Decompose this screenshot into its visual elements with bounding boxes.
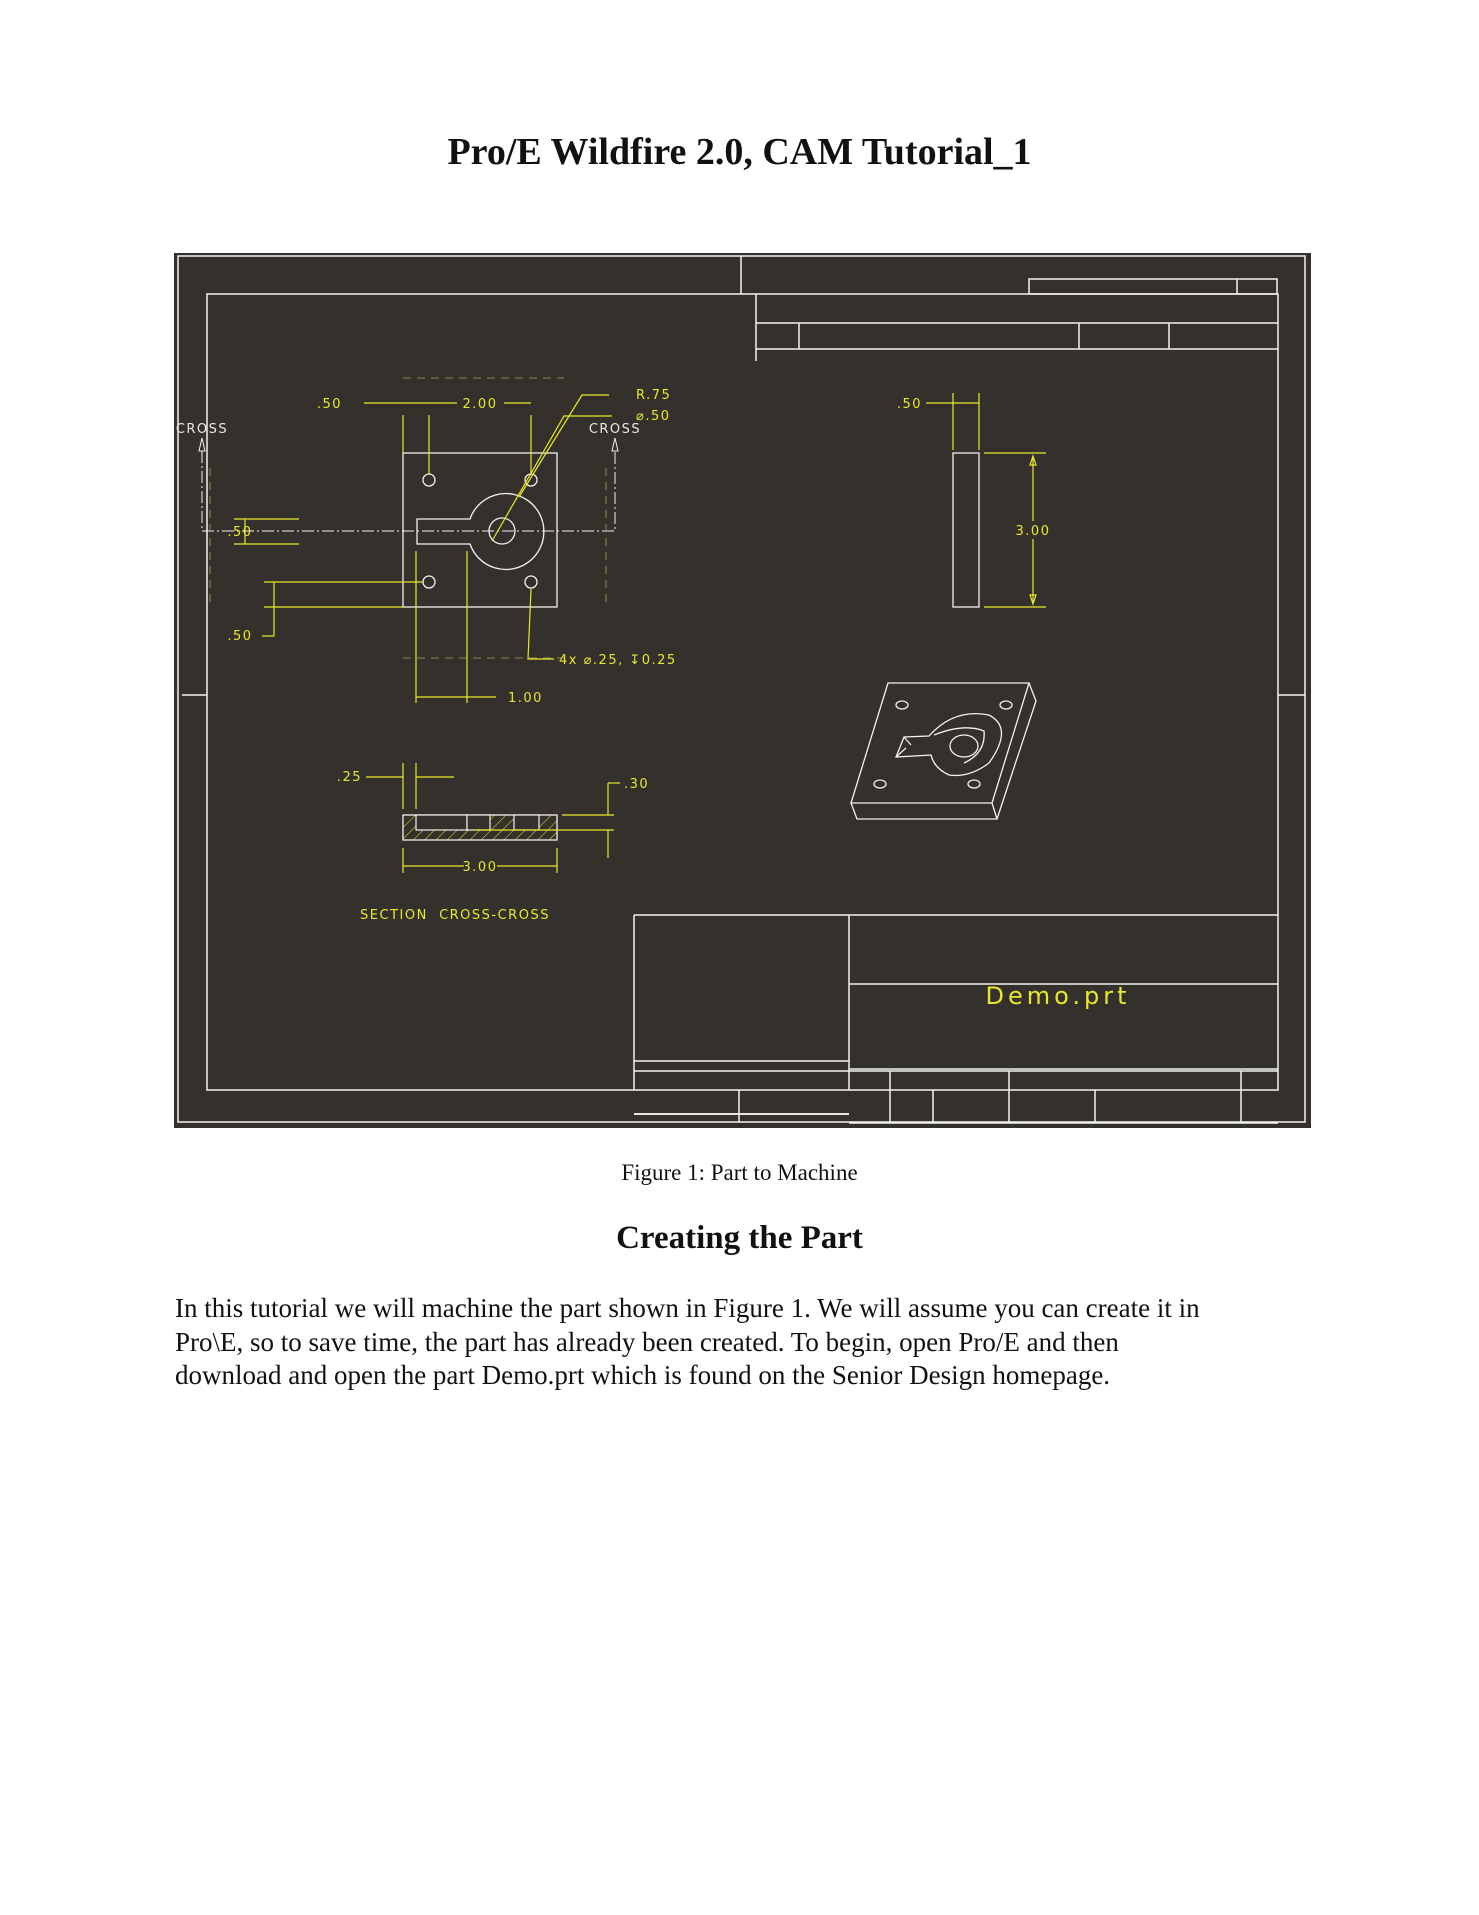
paragraph-line: Pro\E, so to save time, the part has already been created. To begin, open Pro/E and then	[175, 1326, 1119, 1357]
dim-section-depth: .30	[624, 777, 650, 792]
section-heading: Creating the Part	[616, 1220, 863, 1256]
dim-slot-width: .50	[227, 525, 253, 540]
dim-diameter: ⌀.50	[636, 409, 671, 424]
section-label-left: CROSS	[175, 422, 229, 437]
body-paragraph	[175, 1292, 1315, 1393]
document-title: Pro/E Wildfire 2.0, CAM Tutorial_1	[447, 131, 1032, 173]
section-view-label: SECTION CROSS-CROSS	[360, 908, 550, 923]
dim-side-height: 3.00	[1015, 524, 1051, 539]
dim-slot-span: 1.00	[508, 691, 543, 706]
paragraph-line: download and open the part Demo.prt which is found on the Senior Design homepage.	[175, 1360, 1111, 1390]
dim-section-length: 3.00	[462, 860, 498, 875]
drawing-background	[174, 253, 1311, 1128]
dim-holes: 4x ⌀.25, ↧0.25	[559, 653, 677, 668]
dim-side-thickness: .50	[896, 397, 922, 412]
technical-drawing	[174, 253, 1311, 1128]
dim-radius: R.75	[636, 388, 672, 403]
dim-top-left: .50	[316, 397, 342, 412]
dim-hole-offset: .50	[227, 629, 253, 644]
figure-caption: Figure 1: Part to Machine	[621, 1160, 858, 1185]
section-label-right: CROSS	[588, 422, 642, 437]
part-name-label: Demo.prt	[985, 982, 1131, 1010]
paragraph-line: In this tutorial we will machine the part shown in Figure 1. We will assume you can create it in	[175, 1293, 1200, 1323]
dim-section-wall: .25	[336, 770, 362, 785]
dim-top-span: 2.00	[462, 397, 498, 412]
